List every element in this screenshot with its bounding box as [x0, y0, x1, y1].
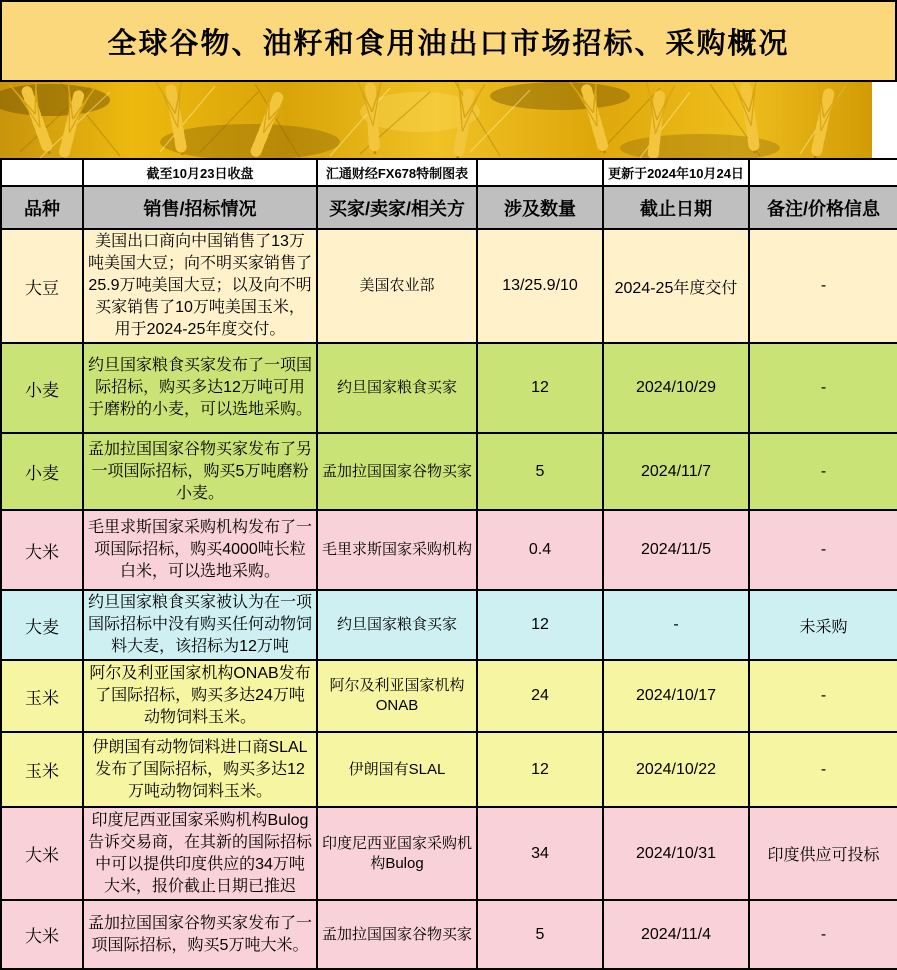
deadline-cell: -: [603, 590, 749, 660]
details-cell: 阿尔及利亚国家机构ONAB发布了国际招标，购买多达24万吨动物饲料玉米。: [83, 660, 317, 732]
table-row: [1, 660, 897, 732]
deadline-cell: 2024-25年度交付: [603, 229, 749, 343]
quantity-cell: 0.4: [477, 510, 603, 590]
deadline-cell: 2024/11/7: [603, 433, 749, 510]
quantity-cell: 5: [477, 900, 603, 969]
quantity-cell: 24: [477, 660, 603, 732]
table-row: [1, 510, 897, 590]
notes-cell: -: [749, 510, 897, 590]
party-cell: 约旦国家粮食买家: [317, 343, 477, 433]
party-cell: 美国农业部: [317, 229, 477, 343]
details-cell: 孟加拉国国家谷物买家发布了一项国际招标，购买5万吨大米。: [83, 900, 317, 969]
col-header-quantity: 涉及数量: [477, 186, 603, 229]
variety-cell: 大麦: [1, 590, 83, 660]
data-table: [0, 158, 897, 970]
quantity-cell: 12: [477, 732, 603, 807]
meta-empty-1: [1, 159, 83, 186]
details-cell: 伊朗国有动物饲料进口商SLAL发布了国际招标，购买多达12万吨动物饲料玉米。: [83, 732, 317, 807]
variety-cell: 小麦: [1, 343, 83, 433]
notes-cell: 印度供应可投标: [749, 807, 897, 900]
wheat-photo: [0, 82, 897, 158]
deadline-cell: 2024/11/4: [603, 900, 749, 969]
meta-row: [1, 159, 897, 186]
party-cell: 印度尼西亚国家采购机构Bulog: [317, 807, 477, 900]
party-cell: 阿尔及利亚国家机构ONAB: [317, 660, 477, 732]
details-cell: 约旦国家粮食买家被认为在一项国际招标中没有购买任何动物饲料大麦，该招标为12万吨: [83, 590, 317, 660]
party-cell: 约旦国家粮食买家: [317, 590, 477, 660]
table-row: [1, 229, 897, 343]
variety-cell: 大米: [1, 900, 83, 969]
quantity-cell: 34: [477, 807, 603, 900]
deadline-cell: 2024/10/29: [603, 343, 749, 433]
party-cell: 毛里求斯国家采购机构: [317, 510, 477, 590]
quantity-cell: 13/25.9/10: [477, 229, 603, 343]
col-header-deadline: 截止日期: [603, 186, 749, 229]
notes-cell: -: [749, 433, 897, 510]
party-cell: 伊朗国有SLAL: [317, 732, 477, 807]
variety-cell: 玉米: [1, 660, 83, 732]
col-header-party: 买家/卖家/相关方: [317, 186, 477, 229]
header-row: [1, 186, 897, 229]
party-cell: 孟加拉国国家谷物买家: [317, 900, 477, 969]
col-header-notes: 备注/价格信息: [749, 186, 897, 229]
table-row: [1, 807, 897, 900]
party-cell: 孟加拉国国家谷物买家: [317, 433, 477, 510]
variety-cell: 小麦: [1, 433, 83, 510]
details-cell: 美国出口商向中国销售了13万吨美国大豆；向不明买家销售了25.9万吨美国大豆；以及向不明买家销售了10万吨美国玉米，用于2024-25年度交付。: [83, 229, 317, 343]
deadline-cell: 2024/10/17: [603, 660, 749, 732]
title-bar: [0, 0, 897, 82]
table-row: [1, 433, 897, 510]
deadline-cell: 2024/10/31: [603, 807, 749, 900]
meta-empty-3: [749, 159, 897, 186]
page-title: 全球谷物、油籽和食用油出口市场招标、采购概况: [107, 27, 790, 60]
variety-cell: 大米: [1, 510, 83, 590]
notes-cell: -: [749, 900, 897, 969]
notes-cell: -: [749, 343, 897, 433]
meta-updated: 更新于2024年10月24日: [603, 159, 749, 186]
table-row: [1, 732, 897, 807]
notes-cell: -: [749, 660, 897, 732]
details-cell: 印度尼西亚国家采购机构Bulog告诉交易商，在其新的国际招标中可以提供印度供应的34万吨大米，报价截止日期已推迟: [83, 807, 317, 900]
details-cell: 毛里求斯国家采购机构发布了一项国际招标，购买4000吨长粒白米，可以选地采购。: [83, 510, 317, 590]
notes-cell: 未采购: [749, 590, 897, 660]
variety-cell: 大米: [1, 807, 83, 900]
variety-cell: 玉米: [1, 732, 83, 807]
quantity-cell: 5: [477, 433, 603, 510]
details-cell: 孟加拉国国家谷物买家发布了另一项国际招标，购买5万吨磨粉小麦。: [83, 433, 317, 510]
col-header-details: 销售/招标情况: [83, 186, 317, 229]
variety-cell: 大豆: [1, 229, 83, 343]
table-row: [1, 343, 897, 433]
quantity-cell: 12: [477, 590, 603, 660]
meta-empty-2: [477, 159, 603, 186]
deadline-cell: 2024/10/22: [603, 732, 749, 807]
meta-source: 汇通财经FX678特制图表: [317, 159, 477, 186]
quantity-cell: 12: [477, 343, 603, 433]
notes-cell: -: [749, 732, 897, 807]
col-header-variety: 品种: [1, 186, 83, 229]
table-row: [1, 590, 897, 660]
meta-as-of: 截至10月23日收盘: [83, 159, 317, 186]
wheat-illustration: [0, 82, 872, 158]
details-cell: 约旦国家粮食买家发布了一项国际招标，购买多达12万吨可用于磨粉的小麦，可以选地采购。: [83, 343, 317, 433]
notes-cell: -: [749, 229, 897, 343]
deadline-cell: 2024/11/5: [603, 510, 749, 590]
table-body: [1, 229, 897, 969]
